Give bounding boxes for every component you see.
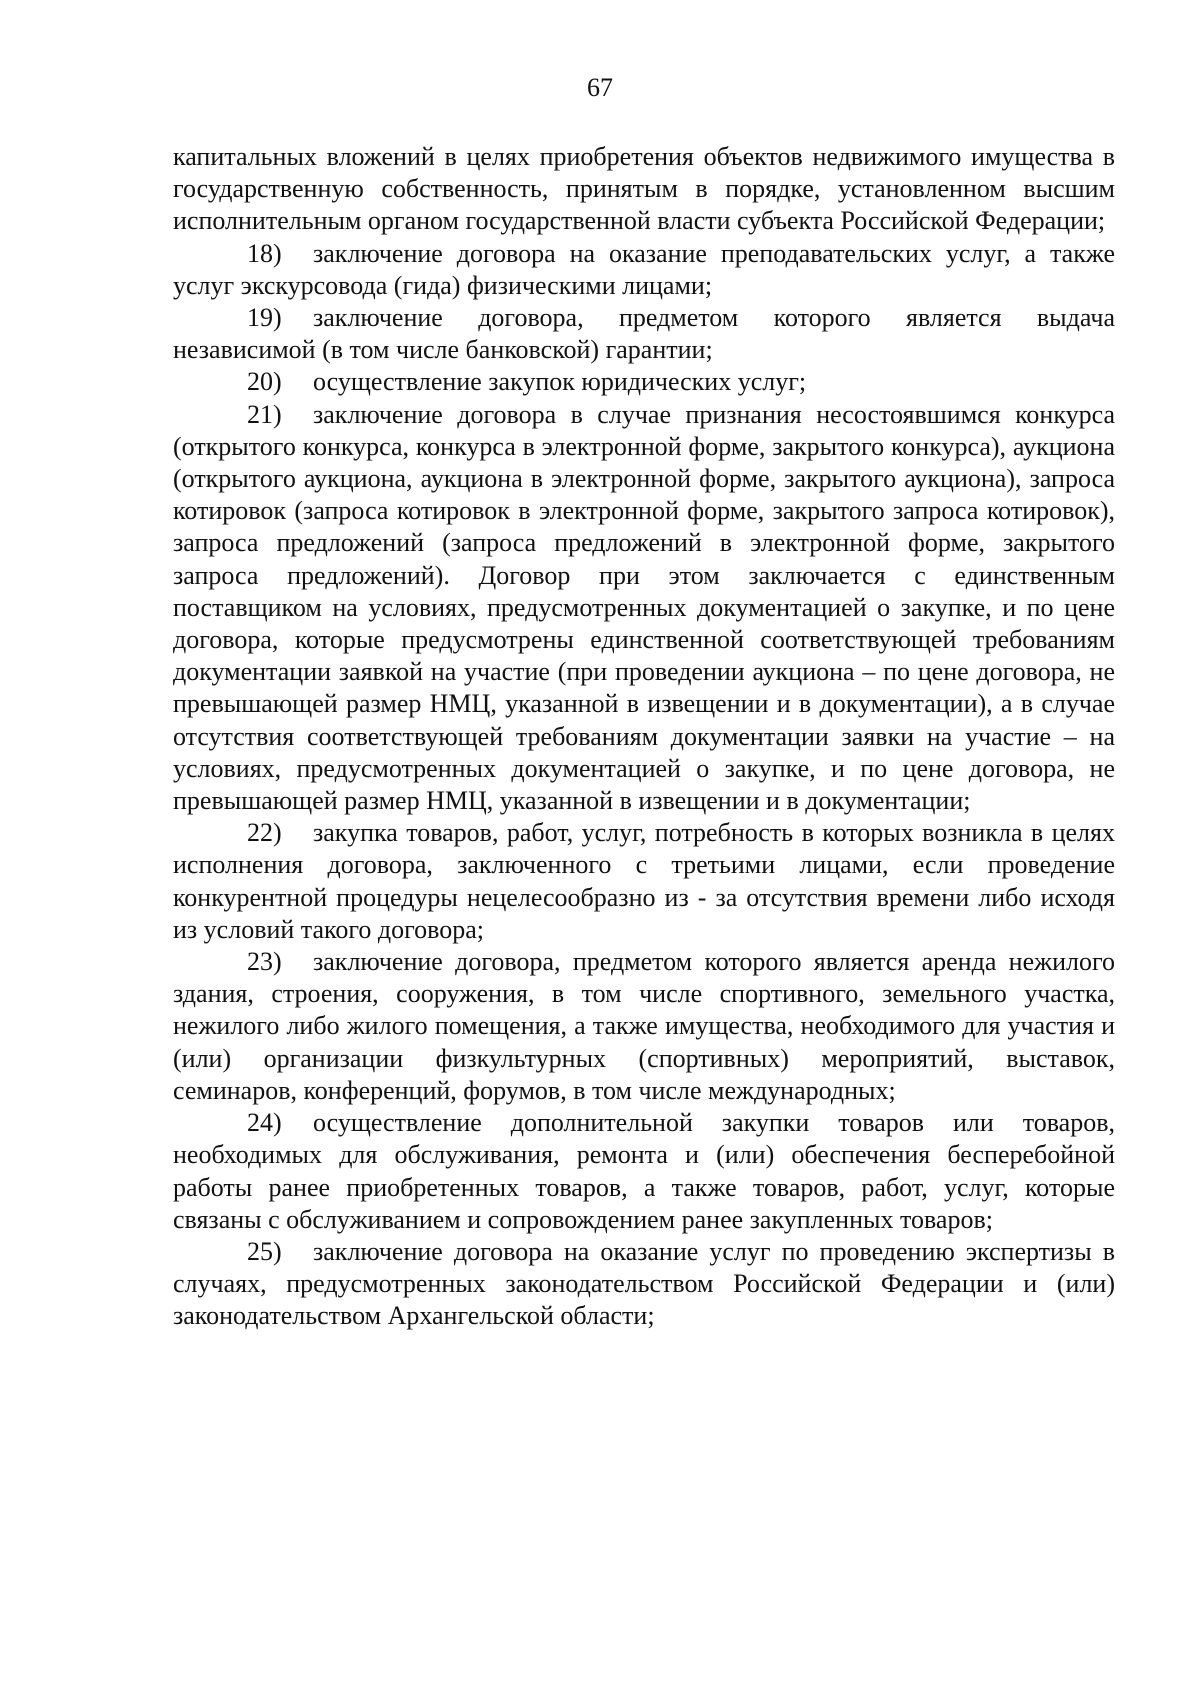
list-item-text: заключение договора, предметом которого является аренда нежилого здания, строения, сооружения, в том числе спортивного, земельного участка, нежилого либо жилого помещения, а также имущества, необходимого для участия и (или) организации физкультурных (спортивных) мероприятий, выставок, семинаров, конференций, форумов, в том числе международных; [173, 947, 1115, 1105]
list-item-22 [173, 817, 1115, 946]
page-number: 67 [587, 73, 613, 102]
list-item-number: 25) [247, 1236, 282, 1266]
list-item-text: осуществление дополнительной закупки товаров или товаров, необходимых для обслуживания, ремонта и (или) обеспечения бесперебойной работы ранее приобретенных товаров, а также товаров, работ, услуг, которые связаны с обслуживанием и сопровождением ранее закупленных товаров; [173, 1108, 1115, 1234]
list-item-text: заключение договора на оказание услуг по проведению экспертизы в случаях, предусмотренных законодательством Российской Федерации и (или) законодательством Архангельской области; [173, 1236, 1115, 1331]
list-item-25 [173, 1236, 1115, 1333]
list-item-24 [173, 1107, 1115, 1236]
list-item-text: заключение договора в случае признания несостоявшимся конкурса (открытого конкурса, конкурса в электронной форме, закрытого конкурса), аукциона (открытого аукциона, аукциона в электронной форме, закрытого аукциона), запроса котировок (запроса котировок в электронной форме, закрытого запроса котировок), запроса предложений (запроса предложений в электронной форме, закрытого запроса предложений). Договор при этом заключается с единственным поставщиком на условиях, предусмотренных документацией о закупке, и по цене договора, которые предусмотрены единственной соответствующей требованиям документации заявкой на участие (при проведении аукциона – по цене договора, не превышающей размер НМЦ, указанной в извещении и в документации), а в случае отсутствия соответствующей требованиям документации заявки на участие – на условиях, предусмотренных документацией о закупке, и по цене договора, не превышающей размер НМЦ, указанной в извещении и в документации; [173, 399, 1115, 816]
list-item-text: осуществление закупок юридических услуг; [313, 367, 807, 397]
list-item-text: заключение договора, предметом которого является выдача независимой (в том числе банковской) гарантии; [173, 303, 1115, 365]
list-item-number: 20) [247, 367, 282, 397]
list-item-20 [173, 366, 1115, 398]
list-item-number: 24) [247, 1108, 282, 1138]
list-item-23 [173, 946, 1115, 1107]
list-item-21 [173, 399, 1115, 818]
list-item-number: 21) [247, 399, 282, 429]
list-item-text: закупка товаров, работ, услуг, потребность в которых возникла в целях исполнения договора, заключенного с третьими лицами, если проведение конкурентной процедуры нецелесообразно из - за отсутствия времени либо исходя из условий такого договора; [173, 818, 1115, 944]
list-item-number: 22) [247, 818, 282, 848]
list-item-number: 23) [247, 947, 282, 977]
list-item-19 [173, 302, 1115, 366]
list-item-number: 18) [247, 238, 282, 268]
paragraph-text: капитальных вложений в целях приобретения объектов недвижимого имущества в государственную собственность, принятым в порядке, установленном высшим исполнительным органом государственной власти субъекта Российской Федерации; [173, 142, 1115, 236]
list-item-18 [173, 238, 1115, 302]
list-item-text: заключение договора на оказание преподавательских услуг, а также услуг экскурсовода (гида) физическими лицами; [173, 238, 1115, 300]
paragraph-continuation [173, 141, 1115, 238]
document-body [173, 141, 1115, 1333]
list-item-number: 19) [247, 303, 282, 333]
